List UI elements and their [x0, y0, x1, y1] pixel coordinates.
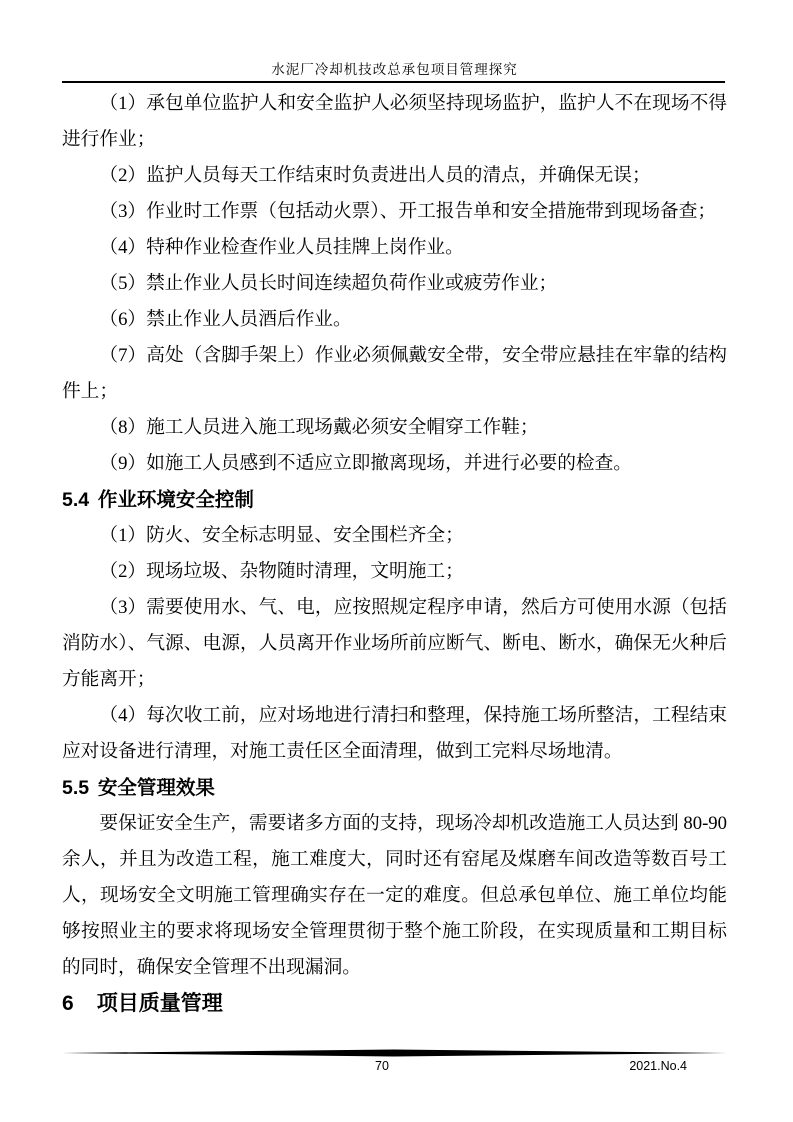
section-title: 项目质量管理 — [96, 992, 223, 1015]
env-clause-1: （1）防火、安全标志明显、安全围栏齐全； — [99, 525, 464, 546]
section-title: 安全管理效果 — [97, 777, 215, 799]
safety-clause-4: （4）特种作业检查作业人员挂牌上岗作业。 — [99, 237, 464, 258]
section-heading-6 — [62, 986, 727, 1022]
header-rule — [62, 81, 725, 83]
running-head-title: 水泥厂冷却机技改总承包项目管理探究 — [271, 62, 518, 77]
section-heading-5-4 — [62, 482, 727, 518]
env-clause-4: （4）每次收工前，应对场地进行清扫和整理，保持施工场所整洁，工程结束应对设备进行清理，对施工责任区全面清理，做到工完料尽场地清。 — [62, 705, 727, 762]
safety-clause-1: （1）承包单位监护人和安全监护人必须坚持现场监护，监护人不在现场不得进行作业； — [62, 93, 727, 150]
effect-paragraph: 要保证安全生产，需要诸多方面的支持，现场冷却机改造施工人员达到 80-90 余人，并且为改造工程，施工难度大，同时还有窑尾及煤磨车间改造等数百号工人，现场安全文明施工管理确实存在一定的难度。但总承包单位、施工单位均能够按照业主的要求将现场安全管理贯彻于整个施工阶段，在实现质量和工期目标的同时，确保安全管理不出现漏洞。 — [62, 813, 727, 978]
env-clause-3: （3）需要使用水、气、电，应按照规定程序申请，然后方可使用水源（包括消防水）、气源、电源，人员离开作业场所前应断气、断电、断水，确保无火种后方能离开； — [62, 597, 727, 690]
issue-label: 2021.No.4 — [629, 1059, 687, 1073]
page-number: 70 — [375, 1059, 389, 1073]
section-heading-5-5 — [62, 770, 727, 806]
section-number: 6 — [62, 992, 74, 1015]
safety-clause-5: （5）禁止作业人员长时间连续超负荷作业或疲劳作业； — [99, 273, 558, 294]
safety-clause-2: （2）监护人员每天工作结束时负责进出人员的清点，并确保无误； — [99, 165, 651, 186]
safety-clause-6: （6）禁止作业人员酒后作业。 — [99, 309, 352, 330]
section-number: 5.4 — [62, 489, 90, 511]
section-title: 作业环境安全控制 — [97, 489, 254, 511]
safety-clause-9: （9）如施工人员感到不适应立即撤离现场，并进行必要的检查。 — [99, 453, 632, 474]
safety-clause-8: （8）施工人员进入施工现场戴必须安全帽穿工作鞋； — [99, 417, 539, 438]
section-number: 5.5 — [62, 777, 90, 799]
document-body — [62, 86, 727, 1022]
footer-rule — [62, 1049, 727, 1057]
safety-clause-7: （7）高处（含脚手架上）作业必须佩戴安全带，安全带应悬挂在牢靠的结构件上； — [62, 345, 727, 402]
safety-clause-3: （3）作业时工作票（包括动火票）、开工报告单和安全措施带到现场备查； — [99, 201, 717, 222]
env-clause-2: （2）现场垃圾、杂物随时清理，文明施工； — [99, 561, 464, 582]
